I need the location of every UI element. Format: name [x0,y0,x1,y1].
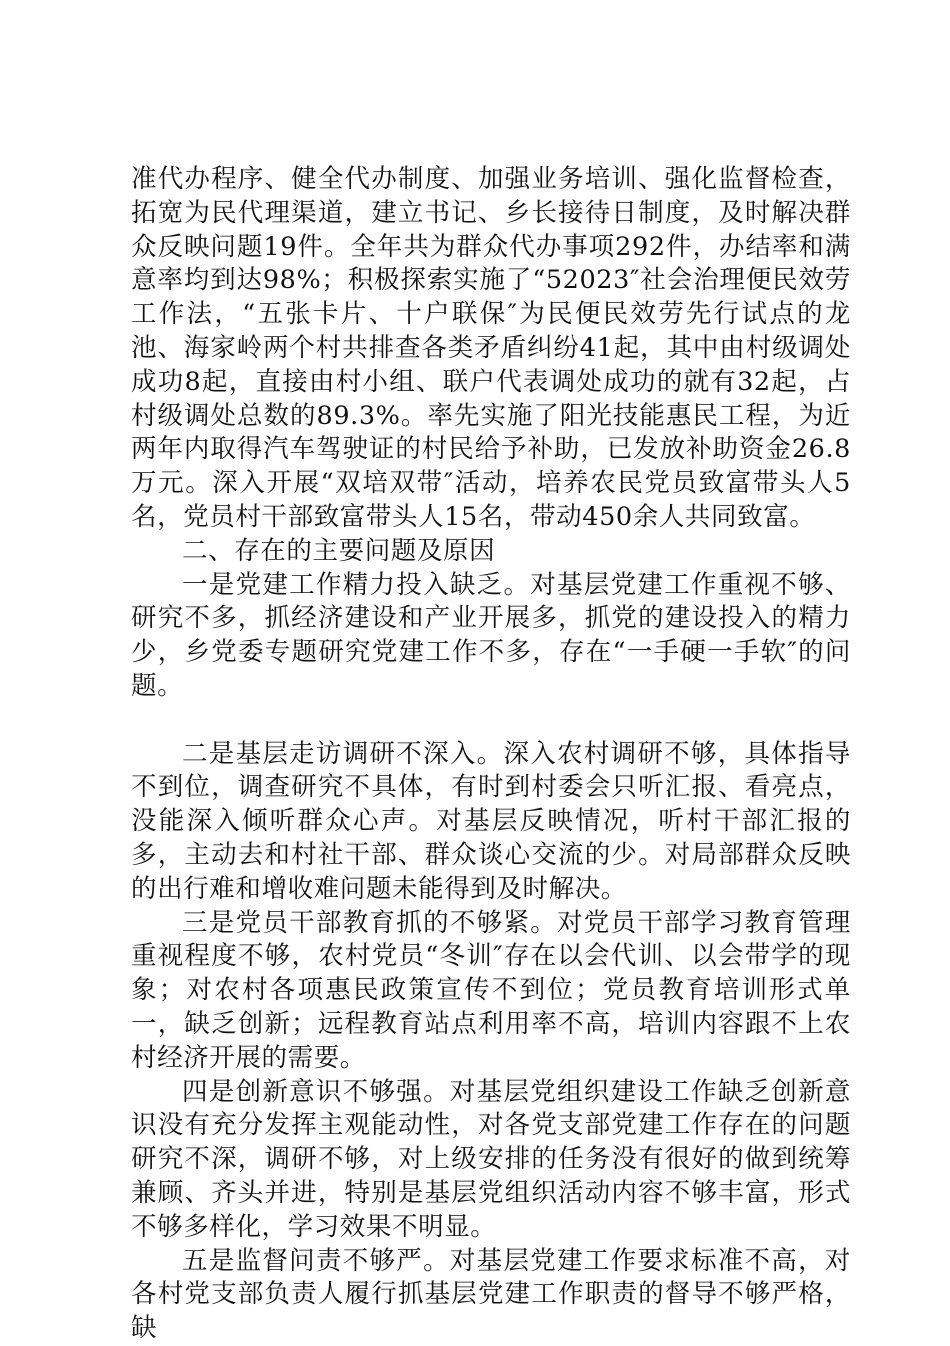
paragraph-problem-3: 三是党员干部教育抓的不够紧。对党员干部学习教育管理重视程度不够，农村党员“冬训″存在以会代训、以会带学的现象；对农村各项惠民政策宣传不到位；党员教育培训形式单一，缺乏创新；远程教育站点利用率不高，培训内容跟不上农村经济开展的需要。 [131,907,851,1073]
paragraph-continuation: 准代办程序、健全代办制度、加强业务培训、强化监督检查，拓宽为民代理渠道，建立书记、乡长接待日制度，及时解决群众反映问题19件。全年共为群众代办事项292件，办结率和满意率均到达98%；积极探索实施了“52023″社会治理便民效劳工作法，“五张卡片、十户联保″为民便民效劳先行试点的龙池、海家岭两个村共排查各类矛盾纠纷41起，其中由村级调处成功8起，直接由村小组、联户代表调处成功的就有32起，占村级调处总数的89.3%。率先实施了阳光技能惠民工程，为近两年内取得汽车驾驶证的村民给予补助，已发放补助资金26.8万元。深入开展“双培双带″活动，培养农民党员致富带头人5名，党员村干部致富带头人15名，带动450余人共同致富。 [131,164,851,532]
paragraph-problem-2: 二是基层走访调研不深入。深入农村调研不够，具体指导不到位，调查研究不具体，有时到村委会只听汇报、看亮点，没能深入倾听群众心声。对基层反映情况，听村干部汇报的多，主动去和村社干部、群众谈心交流的少。对局部群众反映的出行难和增收难问题未能得到及时解决。 [131,738,851,904]
paragraph-problem-1: 一是党建工作精力投入缺乏。对基层党建工作重视不够、研究不多，抓经济建设和产业开展多，抓党的建设投入的精力少，乡党委专题研究党建工作不多，存在“一手硬一手软″的问题。 [131,569,851,701]
paragraph-problem-4: 四是创新意识不够强。对基层党组织建设工作缺乏创新意识没有充分发挥主观能动性，对各党支部党建工作存在的问题研究不深，调研不够，对上级安排的任务没有很好的做到统筹兼顾、齐头并进，特别是基层党组织活动内容不够丰富，形式不够多样化，学习效果不明显。 [131,1076,851,1242]
section-heading: 二、存在的主要问题及原因 [182,535,496,566]
paragraph-problem-5: 五是监督问责不够严。对基层党建工作要求标准不高，对各村党支部负责人履行抓基层党建工作职责的督导不够严格，缺 [131,1245,851,1344]
document-body [131,163,851,1346]
